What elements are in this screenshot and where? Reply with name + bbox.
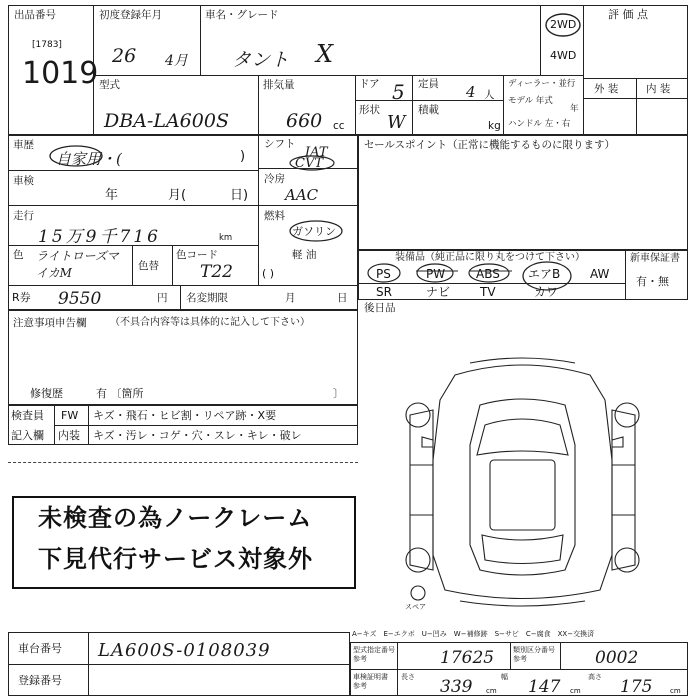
repair-value: 有 〔箇所	[96, 387, 144, 400]
recycle-label: R券	[12, 291, 31, 304]
displacement-value: 660	[286, 110, 323, 132]
equip-header: 装備品（純正品に限り丸をつけて下さい）	[395, 252, 585, 263]
eval-label: 評 価 点	[608, 8, 648, 21]
name-change-day: 日	[337, 292, 348, 304]
sales-point-box	[358, 135, 688, 250]
car-name: タント	[232, 49, 290, 71]
mileage-unit: km	[219, 233, 233, 243]
length-unit: cm	[486, 687, 497, 695]
notice-line-2: 下見代行サービス対象外	[38, 545, 313, 573]
name-grade-label: 車名・グレード	[205, 9, 279, 21]
history-circle	[48, 144, 104, 168]
height-value: 175	[620, 677, 653, 697]
car-body-diagram	[400, 355, 645, 610]
length-label: 長さ	[401, 673, 415, 681]
fw-label: FW	[61, 409, 79, 422]
shape-label: 形状	[359, 104, 380, 116]
drive-4wd: 4WD	[550, 49, 577, 62]
fuel-circle	[288, 219, 344, 243]
reg-no-label: 登録番号	[18, 674, 62, 687]
grade: X	[316, 40, 334, 68]
equip-tv: TV	[480, 285, 496, 299]
history-value: 自家用・(	[56, 150, 122, 168]
ac-label: 冷房	[264, 173, 285, 185]
recycle-unit: 円	[157, 292, 168, 304]
exterior-label: 外 装	[594, 83, 619, 95]
fuel-label: 燃料	[264, 210, 285, 222]
inspector-label-2: 記入欄	[11, 429, 44, 442]
notice-line-1: 未検査の為ノークレーム	[38, 504, 313, 532]
fw-text: キズ・飛石・ヒビ割・リペア跡・X要	[93, 409, 277, 422]
equip-circles	[362, 260, 592, 302]
handle-label: ハンドル 左・右	[508, 119, 571, 129]
shift-value-1: IAT	[305, 145, 328, 160]
category-label: 類別区分番号 参考	[513, 646, 555, 663]
shift-circle	[288, 154, 336, 172]
color-code-value: T22	[200, 262, 233, 282]
model-label: 型式	[99, 79, 120, 91]
ac-value: AAC	[285, 186, 319, 204]
type-approval-value: 17625	[440, 648, 495, 668]
after-label: 後日品	[364, 302, 396, 314]
fuel-light: 軽 油	[292, 249, 317, 261]
legend: A−キズ E−エクボ U−凹み W−補修跡 S−サビ C−腐食 XX−交換済	[352, 630, 595, 638]
width-unit: cm	[570, 687, 581, 695]
door-value: 5	[392, 80, 405, 104]
equip-leather: カワ	[534, 285, 559, 299]
name-change-month: 月	[285, 292, 296, 304]
equip-pw: PW	[426, 267, 446, 281]
capacity-unit: 人	[484, 89, 495, 101]
first-reg-label: 初度登録年月	[99, 9, 162, 21]
category-value: 0002	[595, 648, 639, 668]
mileage-label: 走行	[13, 210, 34, 222]
width-label: 幅	[501, 673, 508, 681]
lot-no: 1019	[22, 56, 99, 91]
drive-2wd: 2WD	[550, 18, 577, 31]
first-reg-year: 26	[112, 45, 137, 67]
warranty-label: 新車保証書	[630, 253, 680, 264]
inspection-day: 日)	[230, 188, 249, 203]
history-label: 車歴	[13, 139, 34, 151]
equip-sr: SR	[376, 285, 392, 299]
door-label: ドア	[359, 78, 380, 90]
interior-label: 内 装	[646, 83, 671, 95]
height-label: 高さ	[588, 673, 602, 681]
mileage-value: 15万9千716	[38, 227, 161, 247]
cert-label: 車検証明書 参考	[353, 673, 388, 690]
color-code-label: 色コード	[176, 249, 218, 261]
load-label: 積載	[418, 104, 439, 116]
equip-navi: ナビ	[426, 285, 451, 299]
repair-label: 修復歴	[30, 387, 63, 400]
caution-note: （不具合内容等は具体的に記入して下さい）	[110, 317, 310, 328]
inspector-label-1: 検査員	[11, 409, 44, 422]
equip-abs: ABS	[476, 267, 500, 281]
equip-airbag: エアB	[528, 267, 561, 281]
int-text: キズ・汚レ・コゲ・穴・スレ・キレ・破レ	[93, 429, 302, 442]
chassis-label: 車台番号	[18, 642, 62, 655]
model-year-unit: 年	[570, 104, 579, 114]
capacity-label: 定員	[418, 78, 439, 90]
inspection-month: 月(	[168, 188, 187, 203]
equip-ps: PS	[376, 267, 391, 281]
height-unit: cm	[670, 687, 681, 695]
name-change-label: 名変期限	[186, 292, 228, 304]
color-value: ライトローズマイカM	[36, 249, 119, 280]
load-unit: kg	[488, 120, 501, 132]
sales-point-label: セールスポイント（正常に機能するものに限ります）	[364, 139, 616, 151]
lot-code: [1783]	[32, 40, 62, 50]
warranty-value: 有・無	[636, 275, 669, 288]
chassis-value: LA600S-0108039	[98, 640, 271, 661]
lot-no-label: 出品番号	[14, 9, 56, 21]
type-approval-label: 型式指定番号 参考	[353, 646, 395, 663]
displacement-label: 排気量	[263, 79, 295, 91]
model-year-label: モデル 年式	[508, 96, 553, 106]
int-label: 内装	[58, 429, 80, 442]
width-value: 147	[528, 677, 561, 697]
fuel-gas: ガソリン	[292, 225, 336, 238]
color-change-label: 色替	[138, 260, 159, 272]
recycle-value: 9550	[58, 289, 102, 309]
history-close: )	[240, 149, 246, 164]
color-label: 色	[13, 249, 24, 261]
model-value: DBA-LA600S	[104, 110, 229, 132]
inspection-label: 車検	[13, 175, 34, 187]
spare-label: スペア	[405, 603, 426, 611]
length-value: 339	[440, 677, 473, 697]
repair-close: 〕	[333, 387, 344, 400]
inspection-year: 年	[105, 188, 119, 203]
shape-value: W	[387, 112, 406, 133]
fuel-paren: ( )	[262, 267, 275, 280]
capacity-value: 4	[466, 83, 476, 101]
equip-aw: AW	[590, 267, 610, 281]
shift-value-2: CVT	[295, 156, 324, 171]
shift-label: シフト	[264, 138, 296, 150]
dealer-label: ディーラー・並行	[508, 79, 576, 89]
displacement-unit: cc	[333, 120, 345, 132]
caution-label: 注意事項申告欄	[13, 317, 87, 329]
first-reg-month: 4月	[165, 53, 188, 69]
